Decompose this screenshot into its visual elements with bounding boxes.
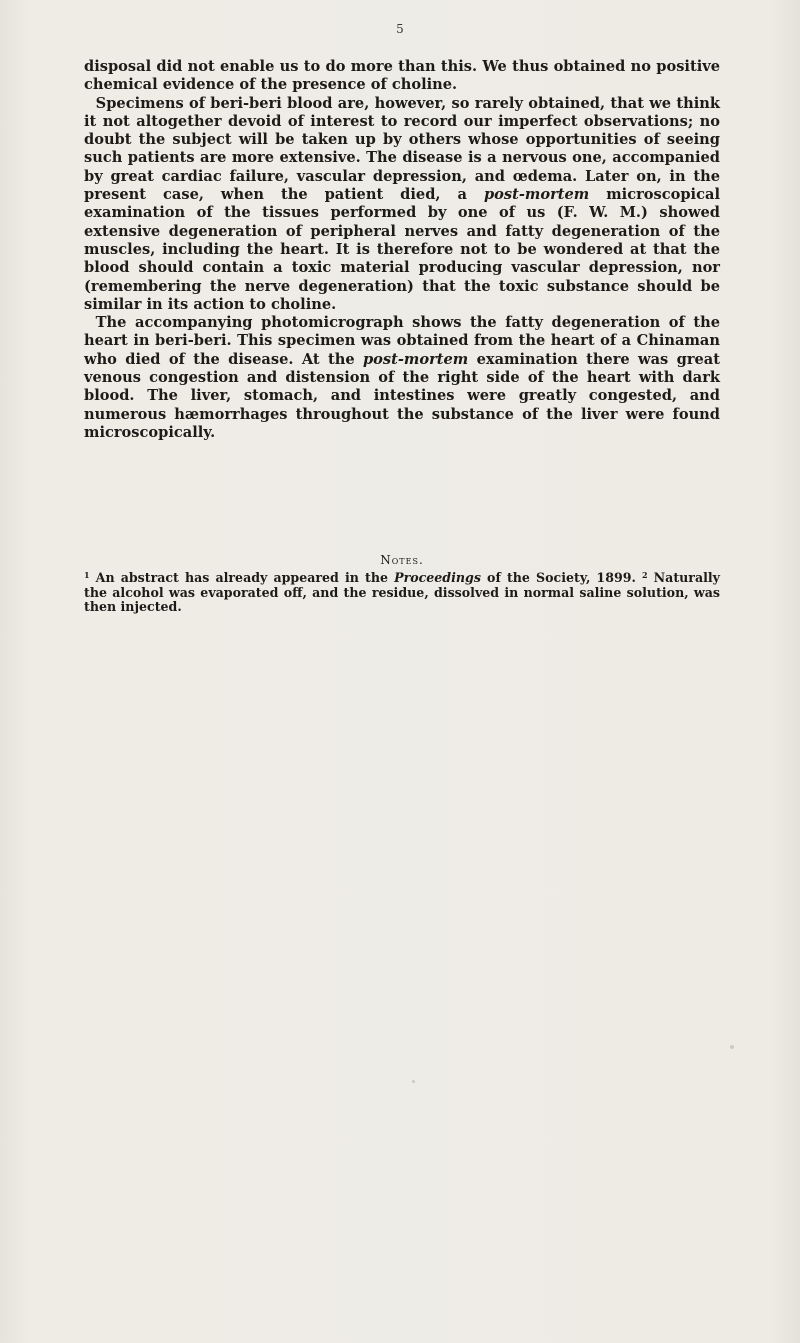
notes-section bbox=[84, 553, 720, 615]
paper-speck bbox=[730, 1045, 734, 1049]
paragraph-2-italic: post-mortem bbox=[483, 186, 590, 204]
page-number: 5 bbox=[396, 22, 404, 36]
note-2-text: Naturally the alcohol was evaporated off, and the residue, dissolved in normal saline solution, was then injected. bbox=[84, 570, 720, 615]
paragraph-3-italic: post-mortem bbox=[362, 350, 469, 368]
notes-heading: Notes. bbox=[380, 553, 424, 567]
paragraph-2 bbox=[84, 95, 720, 315]
paragraph-3-text-a: The accompanying photomicrograph shows the fatty degeneration of the heart in beri-beri. This specimen was obtained from the heart of a Chinaman who died of the disease. At the bbox=[84, 314, 720, 368]
paragraph-3-text-b: examination there was great venous congestion and distension of the right side of the heart with dark blood. The liver, stomach, and intestines were greatly congested, and numerous hæmorrhages throughout the substance of the liver were found microscopically. bbox=[84, 350, 721, 441]
notes-text bbox=[84, 571, 720, 615]
note-1-italic: Proceedings bbox=[394, 570, 481, 585]
body-text bbox=[84, 58, 720, 442]
note-1-marker: 1 bbox=[84, 570, 90, 580]
paper-speck bbox=[412, 1080, 415, 1083]
paragraph-2-text-a: Specimens of beri-beri blood are, however, so rarely obtained, that we think it not altogether devoid of interest to record our imperfect observations; no doubt the subject will be taken up by others whose opportunities of seeing such patients are more extensive. The disease is a nervous one, accompanied by great cardiac failure, vascular depression, and œdema. Later on, in the present case, when the patient died, a bbox=[84, 94, 720, 204]
note-1-text-a: An abstract has already appeared in the bbox=[89, 570, 395, 585]
paragraph-2-text-b: microscopical examination of the tissues performed by one of us (F. W. M.) showed extensive degeneration of peripheral nerves and fatty degeneration of the muscles, including the heart. It is therefore not to be wondered at that the blood should contain a toxic material producing vascular depression, nor (remembering the nerve degeneration) that the toxic substance should be similar in its action to choline. bbox=[84, 186, 720, 313]
paragraph-1: disposal did not enable us to do more than this. We thus obtained no positive chemical evidence of the presence of choline. bbox=[84, 58, 720, 94]
paragraph-3 bbox=[84, 314, 720, 442]
note-2-marker: 2 bbox=[641, 570, 648, 580]
note-1-text-b: of the Society, 1899. bbox=[480, 570, 636, 585]
